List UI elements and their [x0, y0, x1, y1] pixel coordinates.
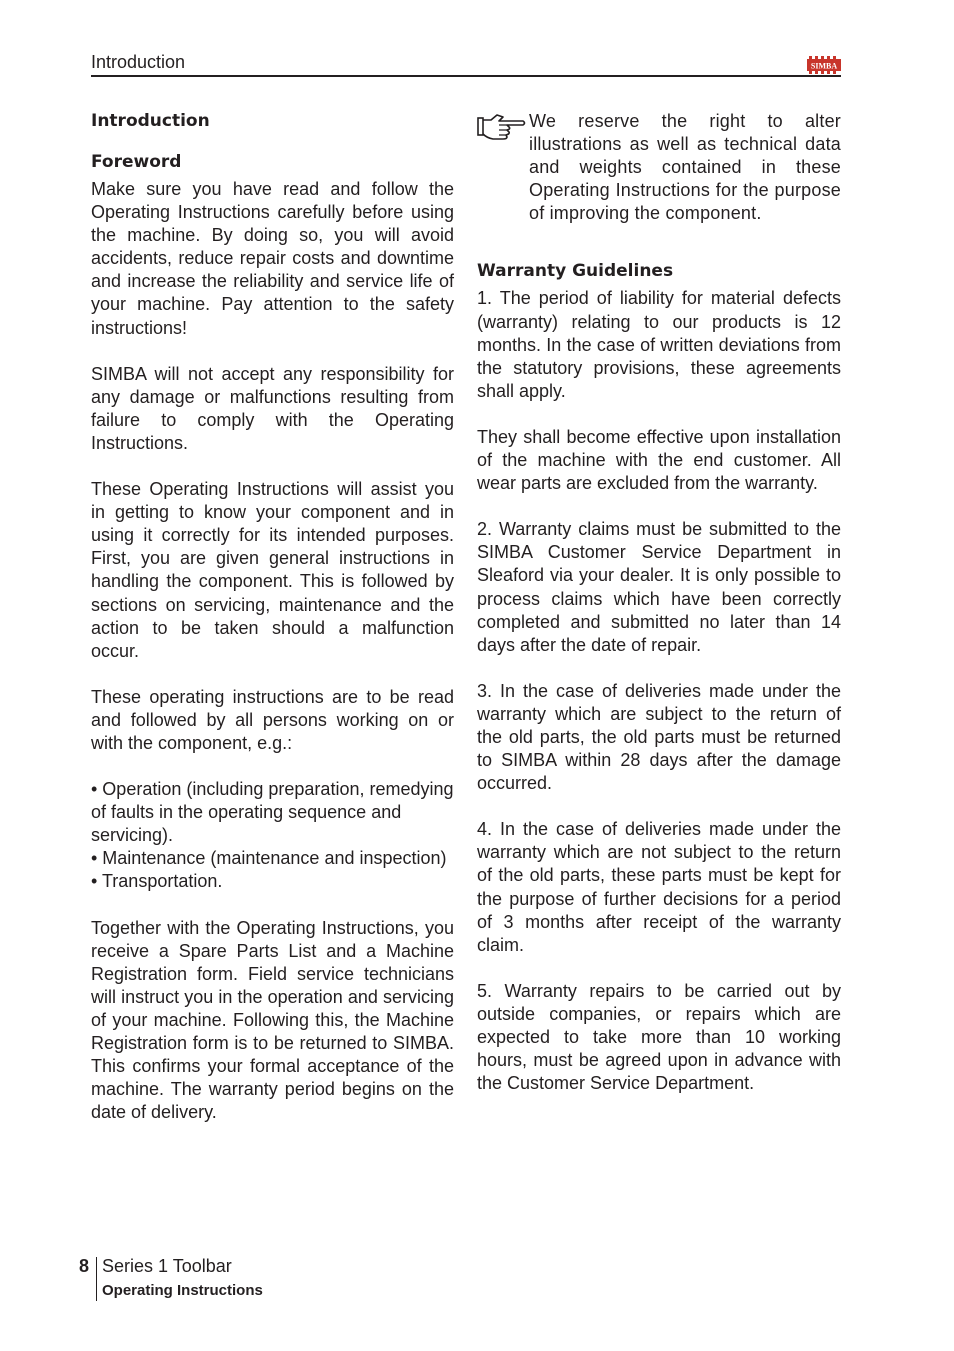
pointing-hand-icon: [477, 112, 529, 142]
header-section-title: Introduction: [91, 52, 186, 72]
reservation-note: We reserve the right to alter illustrations as well as technical data and weights contained in these Operating Instructions for the purpose of improving the component.: [529, 111, 841, 224]
simba-logo: [807, 56, 841, 74]
note-box: [477, 110, 841, 225]
foreword-heading: Foreword: [91, 152, 182, 172]
foreword-paragraph-2: SIMBA will not accept any responsibility for any damage or malfunctions resulting from failure to comply with the Operating Instructions.: [91, 363, 454, 453]
footer-divider: [96, 1257, 97, 1301]
warranty-paragraph-4: 3. In the case of deliveries made under the warranty which are subject to the return of the old parts, the old parts must be returned to SIMBA within 28 days after the damage occurred.: [477, 680, 841, 794]
warranty-paragraph-2: They shall become effective upon installation of the machine with the end customer. All wear parts are excluded from the warranty.: [477, 426, 841, 494]
usage-list: [91, 778, 454, 893]
header-rule: [91, 75, 841, 77]
warranty-paragraph-6: 5. Warranty repairs to be carried out by outside companies, or repairs which are expected to take more than 10 working hours, must be agreed upon in advance with the Customer Service Department.: [477, 980, 841, 1094]
foreword-paragraph-1: Make sure you have read and follow the Operating Instructions carefully before using the machine. By doing so, you will avoid accidents, reduce repair costs and downtime and increase the reliability and service life of your machine. Pay attention to the safety instructions!: [91, 179, 454, 338]
foreword-paragraph-4: These operating instructions are to be read and followed by all persons working on or with the component, e.g.:: [91, 686, 454, 753]
foreword-paragraph-5: Together with the Operating Instructions, you receive a Spare Parts List and a Machine Registration form. Field service technicians will instruct you in the operation and servicing of your machine. Following this, the Machine Registration form is to be returned to SIMBA. This confirms your formal acceptance of the machine. The warranty period begins on the date of delivery.: [91, 917, 454, 1123]
warranty-heading: Warranty Guidelines: [477, 261, 674, 282]
footer-subtitle: Operating Instructions: [102, 1282, 263, 1299]
list-item: • Operation (including preparation, remedying of faults in the operating sequence and servicing).: [91, 779, 454, 846]
right-column: [477, 110, 841, 1118]
foreword-paragraph-3: These Operating Instructions will assist you in getting to know your component and in using it correctly for its intended purposes. First, you are given general instructions in handling the component. This is followed by sections on servicing, maintenance and the action to be taken should a malfunction occur.: [91, 479, 454, 661]
left-column: [91, 110, 454, 1147]
warranty-paragraph-5: 4. In the case of deliveries made under the warranty which are not subject to the return of the old parts, these parts must be kept for the purpose of further decisions for a period of 3 months after receipt of the warranty claim.: [477, 819, 841, 955]
list-item: • Transportation.: [91, 871, 223, 892]
list-item: • Maintenance (maintenance and inspection): [91, 848, 447, 869]
warranty-paragraph-1: 1. The period of liability for material defects (warranty) relating to our products is 12 months. In the case of written deviations from the statutory provisions, these agreements shall apply.: [477, 288, 841, 401]
page-number: 8: [79, 1256, 90, 1276]
section-heading: Introduction: [91, 111, 210, 131]
warranty-paragraph-3: 2. Warranty claims must be submitted to the SIMBA Customer Service Department in Sleaford via your dealer. It is only possible to process claims which have been correctly completed and submitted no later than 14 days after the date of repair.: [477, 519, 841, 655]
svg-text:SIMBA: SIMBA: [810, 61, 838, 71]
footer-series-title: Series 1 Toolbar: [102, 1256, 232, 1276]
